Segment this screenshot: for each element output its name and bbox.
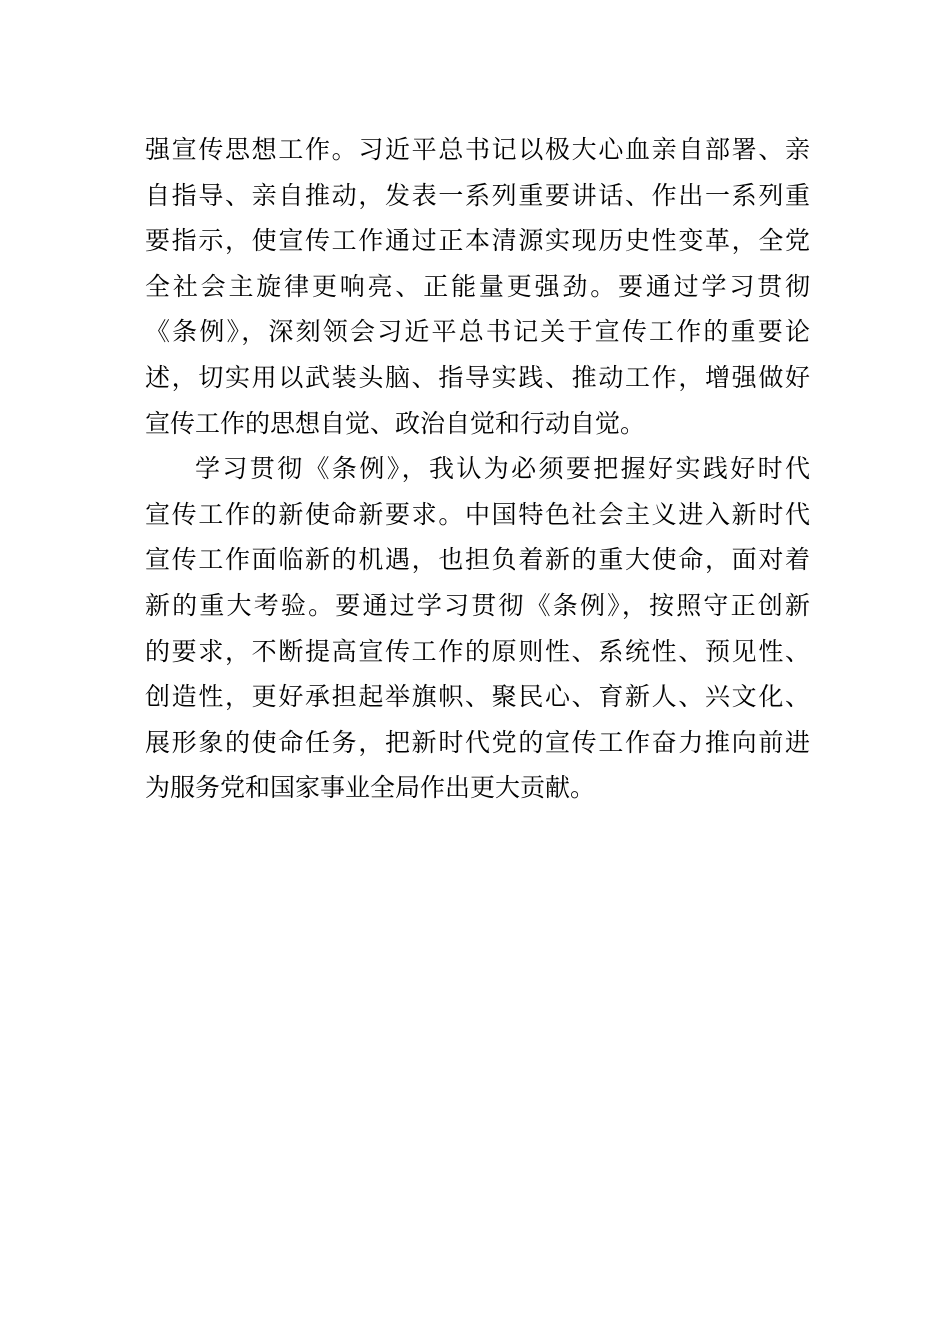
paragraph-line: 宣传工作的新使命新要求。中国特色社会主义进入新时代	[145, 499, 810, 529]
paragraph-line: 自指导、亲自推动，发表一系列重要讲话、作出一系列重	[145, 180, 810, 210]
paragraph-1	[145, 127, 810, 446]
paragraph-line: 的要求，不断提高宣传工作的原则性、系统性、预见性、	[145, 636, 810, 666]
paragraph-line: 《条例》，深刻领会习近平总书记关于宣传工作的重要论	[145, 317, 810, 347]
paragraph-line: 全社会主旋律更响亮、正能量更强劲。要通过学习贯彻	[145, 271, 810, 301]
paragraph-line: 宣传工作面临新的机遇，也担负着新的重大使命，面对着	[145, 545, 810, 575]
paragraph-line: 述，切实用以武装头脑、指导实践、推动工作，增强做好	[145, 362, 810, 392]
document-body	[145, 127, 810, 811]
paragraph-line: 新的重大考验。要通过学习贯彻《条例》，按照守正创新	[145, 590, 810, 620]
paragraph-line: 为服务党和国家事业全局作出更大贡献。	[145, 773, 596, 803]
paragraph-2	[145, 446, 810, 811]
paragraph-line: 展形象的使命任务，把新时代党的宣传工作奋力推向前进	[145, 727, 810, 757]
paragraph-line: 要指示，使宣传工作通过正本清源实现历史性变革，全党	[145, 226, 810, 256]
paragraph-line: 创造性，更好承担起举旗帜、聚民心、育新人、兴文化、	[145, 682, 810, 712]
paragraph-line: 强宣传思想工作。习近平总书记以极大心血亲自部署、亲	[145, 135, 810, 164]
paragraph-line: 学习贯彻《条例》，我认为必须要把握好实践好时代	[195, 454, 810, 484]
paragraph-line: 宣传工作的思想自觉、政治自觉和行动自觉。	[145, 408, 646, 438]
